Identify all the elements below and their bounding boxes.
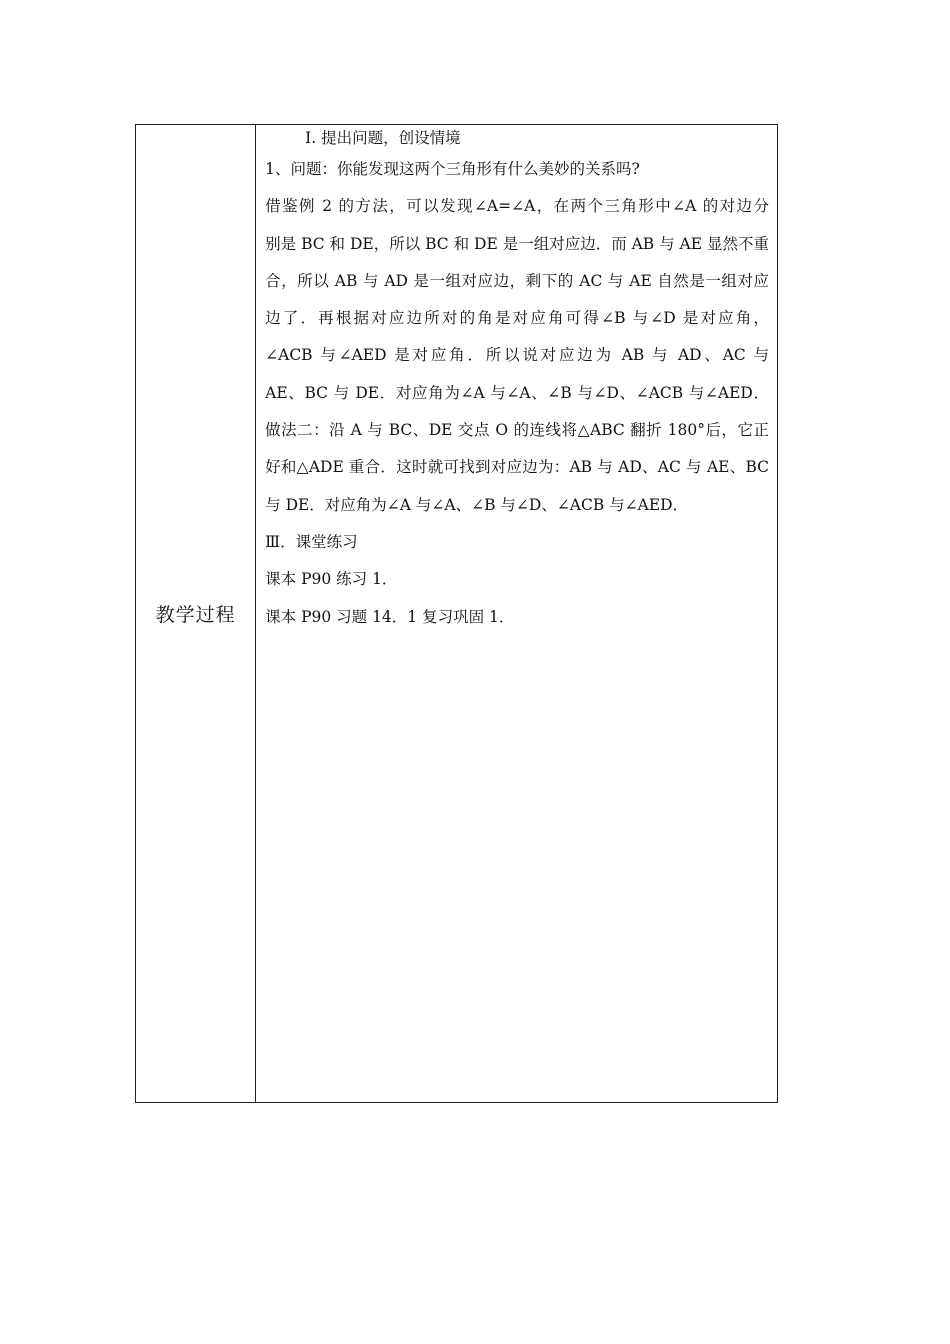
paragraph-line: 做法二：沿 A 与 BC、DE 交点 O 的连线将△ABC 翻折 180°后，它正: [265, 421, 769, 440]
paragraph-line: 好和△ADE 重合．这时就可找到对应边为：AB 与 AD、AC 与 AE、BC: [265, 458, 769, 477]
section-heading: I. 提出问题，创设情境: [305, 129, 461, 147]
paragraph-line: 与 DE．对应角为∠A 与∠A、∠B 与∠D、∠ACB 与∠AED．: [265, 495, 689, 514]
row-label: 教学过程: [155, 604, 236, 626]
paragraph-line: 合，所以 AB 与 AD 是一组对应边，剩下的 AC 与 AE 自然是一组对应: [265, 271, 769, 290]
lesson-table: [135, 124, 778, 1103]
paragraph-line: 别是 BC 和 DE，所以 BC 和 DE 是一组对应边．而 AB 与 AE 显然不重: [265, 234, 769, 253]
content-cell: [256, 125, 777, 1102]
paragraph-line: 借鉴例 2 的方法，可以发现∠A=∠A，在两个三角形中∠A 的对边分: [265, 197, 769, 216]
paragraph-line: AE、BC 与 DE．对应角为∠A 与∠A、∠B 与∠D、∠ACB 与∠AED．: [265, 383, 769, 402]
exercise-line: 课本 P90 习题 14．1 复习巩固 1．: [265, 607, 515, 626]
paragraph-line: 边了．再根据对应边所对的角是对应角可得∠B 与∠D 是对应角，: [265, 309, 769, 328]
question-line: 1、问题：你能发现这两个三角形有什么美妙的关系吗?: [265, 160, 640, 178]
paragraph-line: ∠ACB 与∠AED 是对应角．所以说对应边为 AB 与 AD、AC 与: [265, 346, 769, 365]
section-heading: Ⅲ．课堂练习: [265, 532, 358, 551]
row-label-cell: [136, 125, 256, 1102]
exercise-line: 课本 P90 练习 1．: [265, 570, 398, 589]
